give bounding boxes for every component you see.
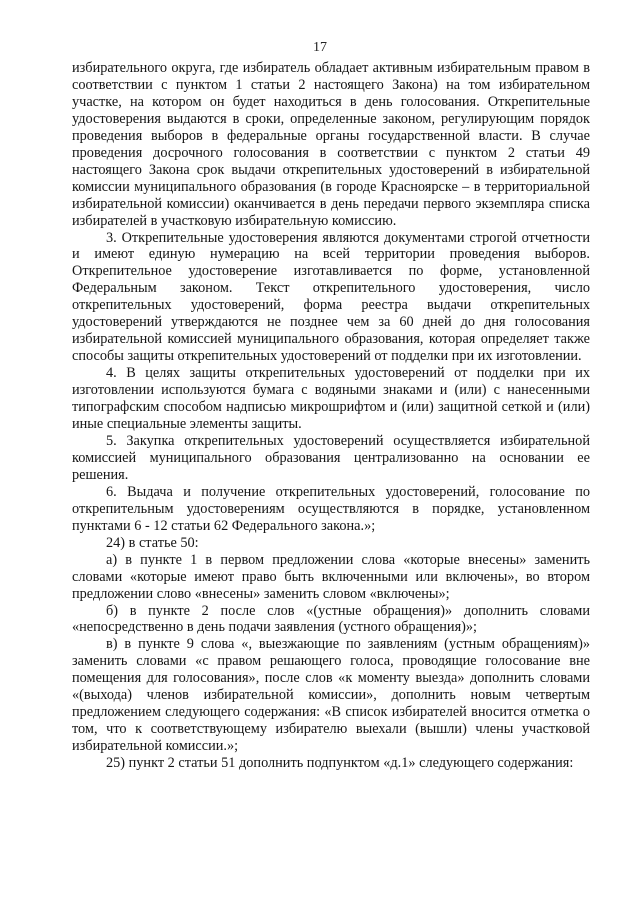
paragraph-item-5: 5. Закупка открепительных удостоверений осуществляется избирательной комиссией муниципального образования централизованно на основании ее решения. [72,432,590,483]
page-number: 17 [313,40,327,55]
paragraph-item-4: 4. В целях защиты открепительных удостоверений от подделки при их изготовлении используются бумага с водяными знаками и (или) с нанесенными типографским способом надписью микрошрифтом и (или) защитной сеткой и (или) иные специальные элементы защиты. [72,365,590,433]
paragraph-item-25: 25) пункт 2 статьи 51 дополнить подпунктом «д.1» следующего содержания: [106,755,574,772]
paragraph-item-24-v: в) в пункте 9 слова «, выезжающие по заявлениям (устным обращениям)» заменить словами «с правом решающего голоса, проводящие голосование вне помещения для голосования», после слов «к моменту выезда» дополнить словами «(выхода) членов избирательной комиссии», дополнить новым четвертым предложением следующего содержания: «В список избирателей вносится отметка о том, что к соответствующему избирателю выехали (вышли) члены участковой избирательной комиссии.»; [72,636,590,755]
paragraph-item-6: 6. Выдача и получение открепительных удостоверений, голосование по открепительным удостоверениям осуществляются в порядке, установленном пунктами 6 - 12 статьи 62 Федерального закона.»; [72,483,590,534]
paragraph-item-24-a: а) в пункте 1 в первом предложении слова «которые внесены» заменить словами «которые имеют право быть включенными или включены», во втором предложении слово «внесены» заменить словом «включены»; [72,551,590,602]
paragraph-continuation: избирательного округа, где избиратель обладает активным избирательным правом в соответствии с пунктом 1 статьи 2 настоящего Закона) на том избирательном участке, на котором он будет находиться в день голосования. Открепительные удостоверения выдаются в сроки, определенные законом, регулирующим порядок проведения выборов в федеральные органы государственной власти. В случае проведения досрочного голосования в соответствии с пунктом 2 статьи 49 настоящего Закона срок выдачи открепительных удостоверений в избирательной комиссии муниципального образования (в городе Красноярске – в территориальной избирательной комиссии) оканчивается в день передачи первого экземпляра списка избирателей в участковую избирательную комиссию. [72,60,590,229]
paragraph-item-3: 3. Открепительные удостоверения являются документами строгой отчетности и имеют единую нумерацию на всей территории проведения выборов. Открепительное удостоверение изготавливается по форме, установленной Федеральным законом. Текст открепительного удостоверения, число открепительных удостоверений, форма реестра выдачи открепительных удостоверений утверждаются не позднее чем за 60 дней до дня голосования избирательной комиссией муниципального образования, которая определяет также способы защиты открепительных удостоверений от подделки при их изготовлении. [72,229,590,365]
body-text [72,60,590,772]
paragraph-item-24-b: б) в пункте 2 после слов «(устные обращения)» дополнить словами «непосредственно в день подачи заявления (устного обращения)»; [72,602,590,636]
paragraph-item-24: 24) в статье 50: [106,534,199,551]
